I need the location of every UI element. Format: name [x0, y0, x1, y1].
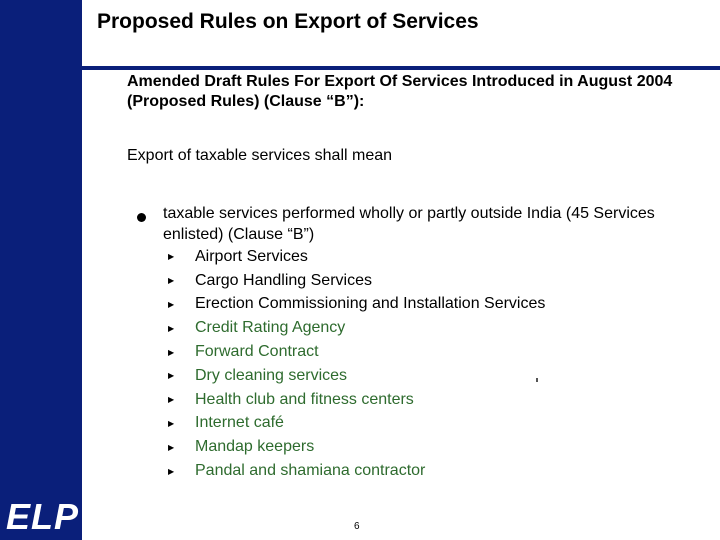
title-divider	[82, 66, 720, 70]
arrow-bullet-icon: ▶	[168, 299, 175, 309]
list-item	[168, 459, 545, 483]
slide-title: Proposed Rules on Export of Services	[97, 10, 479, 33]
service-label: Airport Services	[195, 247, 308, 265]
arrow-bullet-icon: ▶	[168, 395, 175, 405]
service-label: Pandal and shamiana contractor	[195, 462, 426, 480]
services-list	[168, 245, 545, 483]
arrow-bullet-icon: ▶	[168, 442, 175, 452]
elp-logo: ELP	[6, 496, 80, 537]
service-label: Credit Rating Agency	[195, 319, 346, 337]
service-label: Cargo Handling Services	[195, 271, 372, 289]
arrow-bullet-icon: ▶	[168, 276, 175, 286]
bullet-dot-icon	[137, 213, 146, 222]
intro-text: Export of taxable services shall mean	[127, 147, 393, 164]
arrow-bullet-icon: ▶	[168, 323, 175, 333]
arrow-bullet-icon: ▶	[168, 252, 175, 262]
list-item	[168, 245, 545, 269]
service-label: Erection Commissioning and Installation Services	[195, 295, 546, 313]
list-item	[168, 388, 545, 412]
list-item	[168, 412, 545, 436]
left-sidebar	[0, 0, 82, 540]
arrow-bullet-icon: ▶	[168, 466, 175, 476]
service-label: Internet café	[195, 414, 284, 432]
subheading: Amended Draft Rules For Export Of Services Introduced in August 2004 (Proposed Rules) (Clause “B”):	[127, 73, 673, 110]
arrow-bullet-icon: ▶	[168, 418, 175, 428]
list-item	[168, 364, 545, 388]
list-item	[168, 293, 545, 317]
service-label: Health club and fitness centers	[195, 390, 414, 408]
list-item	[168, 435, 545, 459]
list-item	[168, 316, 545, 340]
stray-mark	[536, 378, 538, 382]
list-item	[168, 269, 545, 293]
page-number: 6	[354, 521, 360, 532]
service-label: Forward Contract	[195, 343, 319, 361]
main-bullet-text: taxable services performed wholly or partly outside India (45 Services enlisted) (Clause “B”)	[163, 205, 655, 243]
arrow-bullet-icon: ▶	[168, 371, 175, 381]
list-item	[168, 340, 545, 364]
service-label: Mandap keepers	[195, 438, 315, 456]
service-label: Dry cleaning services	[195, 366, 348, 384]
arrow-bullet-icon: ▶	[168, 347, 175, 357]
